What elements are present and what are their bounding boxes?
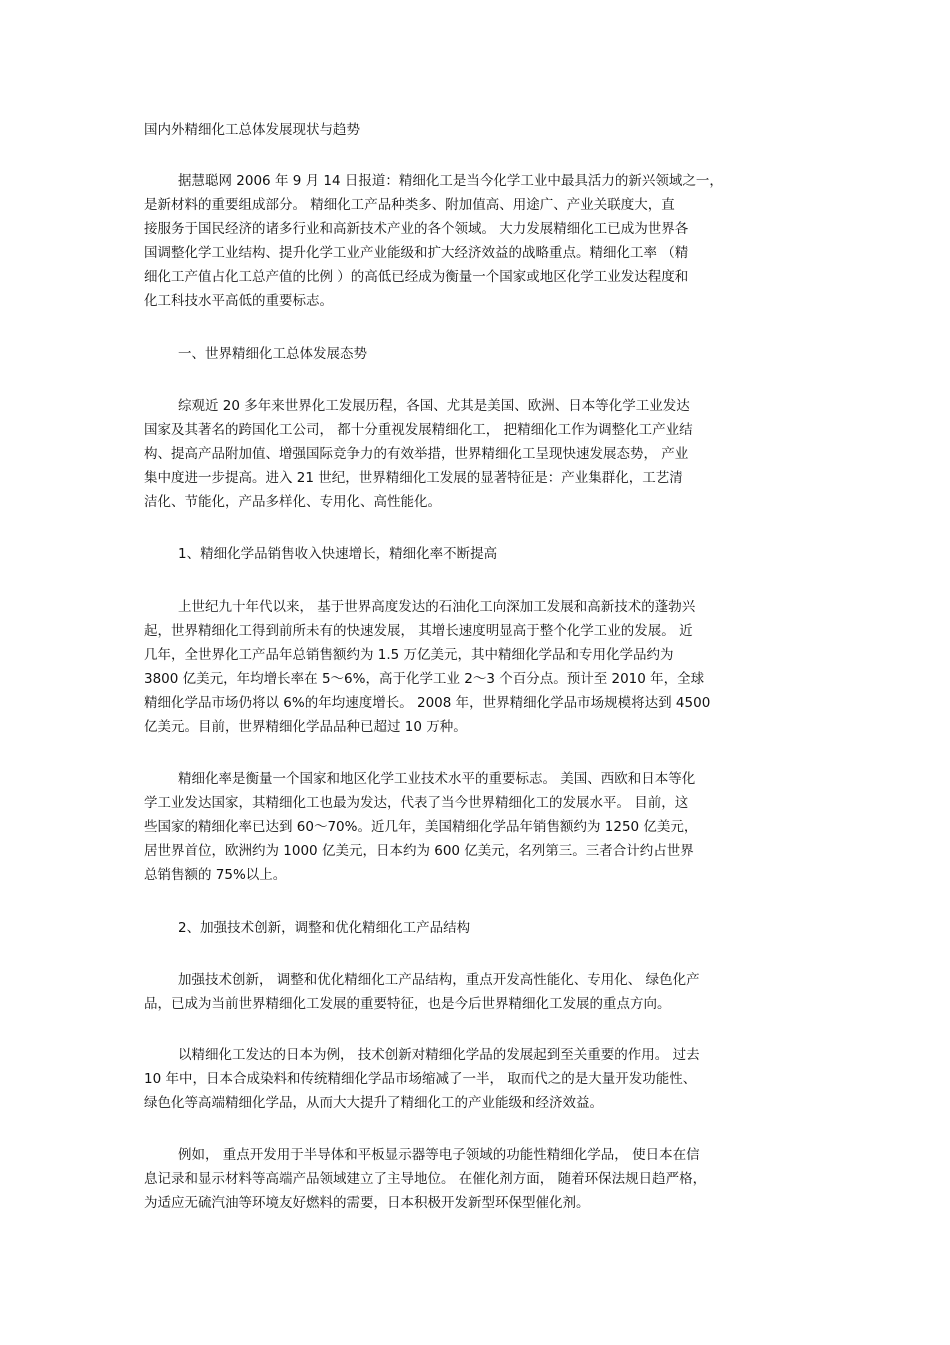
paragraph-3-line-2: 国家及其著名的跨国化工公司， 都十分重视发展精细化工， 把精细化工作为调整化工产业结 — [144, 422, 693, 438]
paragraph-10-line-1: 例如， 重点开发用于半导体和平板显示器等电子领域的功能性精细化学品， 使日本在信 — [178, 1147, 700, 1163]
paragraph-9-line-3: 绿色化等高端精细化学品，从而大大提升了精细化工的产业能级和经济效益。 — [144, 1095, 603, 1111]
paragraph-10-line-2: 息记录和显示材料等高端产品领域建立了主导地位。 在催化剂方面， 随着环保法规日趋严格， — [144, 1171, 707, 1187]
paragraph-3-line-1: 综观近 20 多年来世界化工发展历程，各国、尤其是美国、欧洲、日本等化学工业发达 — [178, 398, 690, 414]
paragraph-5-line-1: 上世纪九十年代以来， 基于世界高度发达的石油化工向深加工发展和高新技术的蓬勃兴 — [178, 599, 696, 615]
paragraph-1-line-2: 是新材料的重要组成部分。 精细化工产品种类多、附加值高、用途广、产业关联度大，直 — [144, 197, 675, 213]
paragraph-5-line-5: 精细化学品市场仍将以 6%的年均速度增长。 2008 年，世界精细化学品市场规模将达到 4500 — [144, 695, 711, 711]
paragraph-3-line-3: 构、提高产品附加值、增强国际竞争力的有效举措，世界精细化工呈现快速发展态势， 产业 — [144, 446, 689, 462]
paragraph-1-line-3: 接服务于国民经济的诸多行业和高新技术产业的各个领域。 大力发展精细化工已成为世界各 — [144, 221, 689, 237]
paragraph-3-line-5: 洁化、节能化，产品多样化、专用化、高性能化。 — [144, 494, 441, 510]
paragraph-5-line-2: 起，世界精细化工得到前所未有的快速发展， 其增长速度明显高于整个化学工业的发展。 近 — [144, 623, 693, 639]
paragraph-1-line-4: 国调整化学工业结构、提升化学工业产业能级和扩大经济效益的战略重点。精细化工率 （精 — [144, 245, 689, 261]
paragraph-6-line-3: 些国家的精细化率已达到 60～70%。近几年，美国精细化学品年销售额约为 1250 亿美元， — [144, 819, 698, 835]
paragraph-10-line-3: 为适应无硫汽油等环境友好燃料的需要，日本积极开发新型环保型催化剂。 — [144, 1195, 590, 1211]
paragraph-4-line-1: 1、精细化学品销售收入快速增长，精细化率不断提高 — [178, 546, 498, 562]
paragraph-5-line-6: 亿美元。目前，世界精细化学品品种已超过 10 万种。 — [144, 719, 467, 735]
document-title: 国内外精细化工总体发展现状与趋势 — [144, 122, 360, 138]
paragraph-8-line-2: 品，已成为当前世界精细化工发展的重要特征，也是今后世界精细化工发展的重点方向。 — [144, 996, 671, 1012]
paragraph-9-line-1: 以精细化工发达的日本为例， 技术创新对精细化学品的发展起到至关重要的作用。 过去 — [178, 1047, 700, 1063]
paragraph-6-line-5: 总销售额的 75%以上。 — [144, 867, 287, 883]
paragraph-8-line-1: 加强技术创新， 调整和优化精细化工产品结构，重点开发高性能化、专用化、 绿色化产 — [178, 972, 700, 988]
paragraph-6-line-2: 学工业发达国家，其精细化工也最为发达，代表了当今世界精细化工的发展水平。 目前，这 — [144, 795, 689, 811]
paragraph-1-line-1: 据慧聪网 2006 年 9 月 14 日报道：精细化工是当今化学工业中最具活力的新兴领域之一， — [178, 173, 723, 189]
paragraph-1-line-6: 化工科技水平高低的重要标志。 — [144, 293, 333, 309]
paragraph-9-line-2: 10 年中，日本合成染料和传统精细化学品市场缩减了一半， 取而代之的是大量开发功能性、 — [144, 1071, 697, 1087]
paragraph-1-line-5: 细化工产值占化工总产值的比例 ）的高低已经成为衡量一个国家或地区化学工业发达程度和 — [144, 269, 689, 285]
paragraph-6-line-1: 精细化率是衡量一个国家和地区化学工业技术水平的重要标志。 美国、西欧和日本等化 — [178, 771, 696, 787]
paragraph-7-line-1: 2、加强技术创新，调整和优化精细化工产品结构 — [178, 920, 471, 936]
paragraph-6-line-4: 居世界首位，欧洲约为 1000 亿美元，日本约为 600 亿美元，名列第三。三者合计约占世界 — [144, 843, 694, 859]
paragraph-5-line-4: 3800 亿美元，年均增长率在 5～6%，高于化学工业 2～3 个百分点。预计至 2010 年，全球 — [144, 671, 705, 687]
paragraph-3-line-4: 集中度进一步提高。进入 21 世纪，世界精细化工发展的显著特征是：产业集群化，工艺清 — [144, 470, 683, 486]
paragraph-5-line-3: 几年，全世界化工产品年总销售额约为 1.5 万亿美元，其中精细化学品和专用化学品约为 — [144, 647, 674, 663]
paragraph-2-line-1: 一、世界精细化工总体发展态势 — [178, 346, 367, 362]
